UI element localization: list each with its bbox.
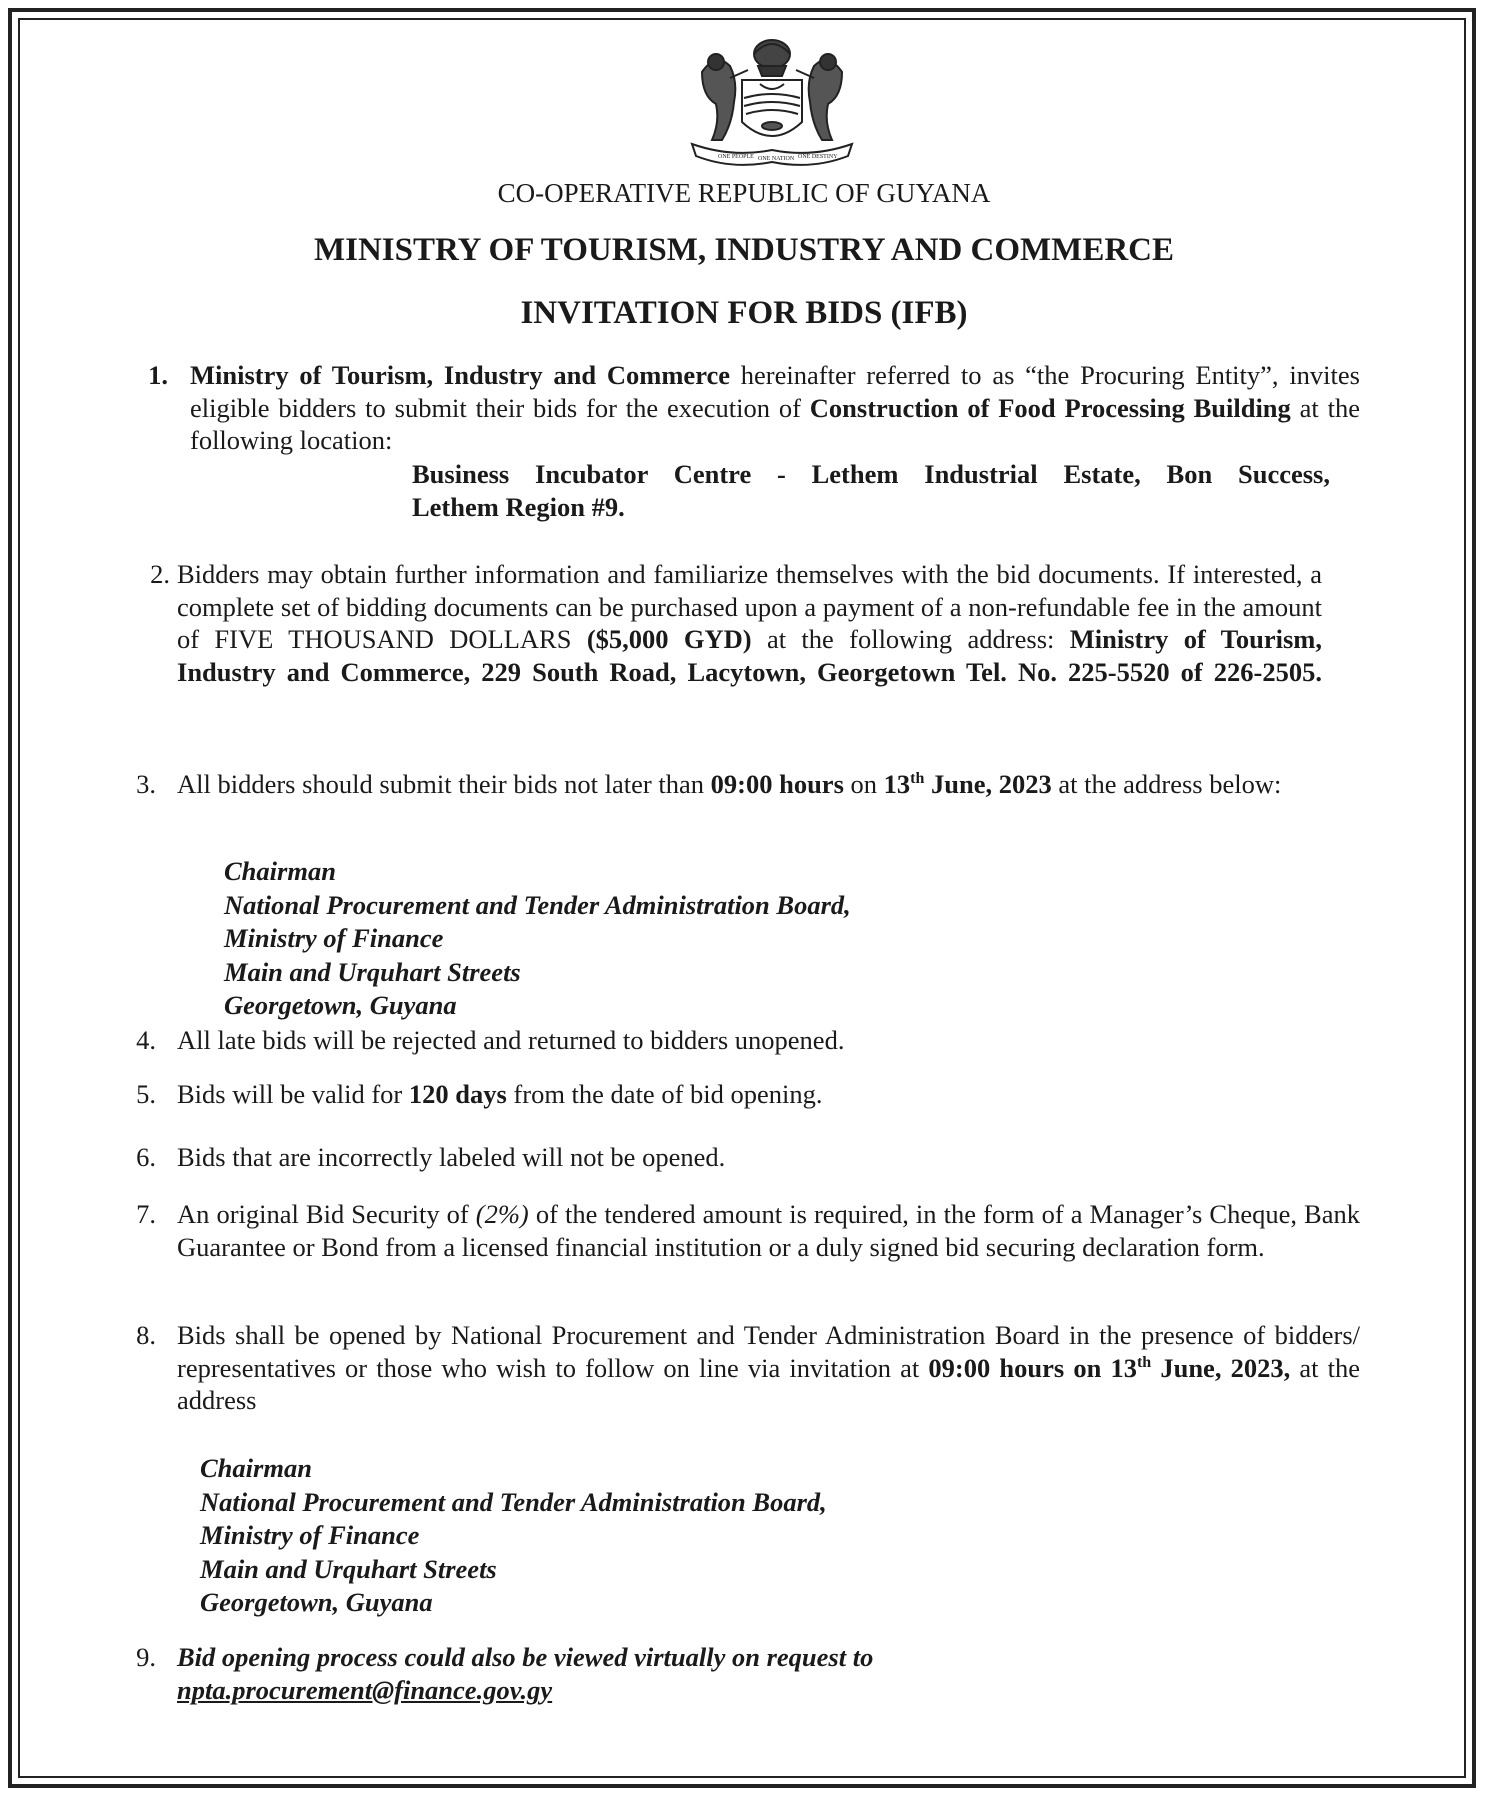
item-2-text bbox=[177, 558, 1322, 688]
item-8-part-a: Bids shall be opened by National Procurement and Tender Administration Board in the presence of bidders/ representatives or those who wish to follow on line via invitation at bbox=[177, 1320, 1360, 1383]
coat-of-arms-icon bbox=[672, 32, 872, 172]
procurement-email-link[interactable]: npta.procurement@finance.gov.gy bbox=[177, 1674, 553, 1705]
deadline-day-suffix: th bbox=[910, 770, 925, 788]
opening-address bbox=[200, 1452, 827, 1620]
item-8-number: 8. bbox=[136, 1320, 156, 1350]
procuring-entity-name: Ministry of Tourism, Industry and Commerce bbox=[190, 360, 730, 390]
address-line-3: Ministry of Finance bbox=[200, 1520, 420, 1550]
opening-day-suffix: th bbox=[1136, 1353, 1152, 1371]
country-heading: CO-OPERATIVE REPUBLIC OF GUYANA bbox=[497, 178, 991, 208]
opening-date: June, 2023, bbox=[1151, 1352, 1291, 1383]
item-3-part-c: on bbox=[843, 769, 884, 799]
item-9-number: 9. bbox=[136, 1642, 156, 1672]
item-6-number: 6. bbox=[136, 1142, 156, 1172]
address-line-4: Main and Urquhart Streets bbox=[224, 956, 521, 987]
item-3-number: 3. bbox=[136, 769, 156, 799]
svg-text:ONE NATION: ONE NATION bbox=[758, 156, 795, 162]
item-3-part-f: at the address below: bbox=[1051, 769, 1282, 799]
item-4-number: 4. bbox=[136, 1025, 156, 1055]
address-line-3: Ministry of Finance bbox=[224, 923, 444, 953]
validity-period: 120 days bbox=[408, 1079, 507, 1109]
item-3-text bbox=[177, 768, 1325, 801]
address-line-1: Chairman bbox=[224, 856, 336, 886]
item-1-part-b: hereinafter referred to as “the Procuring Entity”, invites eligible bidders to submit their bids for the execution of bbox=[190, 360, 1360, 423]
address-line-5: Georgetown, Guyana bbox=[224, 990, 457, 1020]
item-9-line: Bid opening process could also be viewed virtually on request to bbox=[177, 1642, 874, 1672]
deadline-time: 09:00 hours bbox=[710, 769, 844, 799]
item-4-text: All late bids will be rejected and returned to bidders unopened. bbox=[177, 1025, 845, 1055]
item-7-part-c: of the tendered amount is required, in the form of a Manager’s Cheque, Bank Guarantee or Bond from a licensed financial institution or a duly signed bid securing declaration form. bbox=[177, 1199, 1360, 1262]
address-line-2: National Procurement and Tender Administration Board, bbox=[224, 889, 851, 920]
item-2-number: 2. bbox=[150, 559, 170, 589]
ministry-heading: MINISTRY OF TOURISM, INDUSTRY AND COMMERCE bbox=[313, 232, 1175, 268]
item-5-text bbox=[177, 1078, 1325, 1111]
project-name: Construction of Food Processing Building bbox=[809, 392, 1291, 423]
document-title: INVITATION FOR BIDS (IFB) bbox=[520, 295, 968, 331]
item-2-part-a: Bidders may obtain further information and familiarize themselves with the bid documents. If interested, a complete set of bidding documents can be purchased upon a payment of a non-refundable fee in the amount of FIVE THOUSAND DOLLARS bbox=[177, 559, 1322, 654]
item-1-part-d: at the following location: bbox=[190, 392, 1360, 455]
opening-time: 09:00 hours on 13 bbox=[928, 1352, 1137, 1383]
item-7-part-a: An original Bid Security of bbox=[177, 1199, 476, 1229]
submission-address bbox=[224, 855, 851, 1023]
location-line-1: Business Incubator Centre - Lethem Industrial Estate, Bon Success, bbox=[412, 459, 1330, 489]
project-location bbox=[412, 458, 1330, 524]
deadline-date: June, 2023 bbox=[924, 769, 1052, 799]
item-7-text bbox=[177, 1198, 1360, 1263]
svg-text:ONE DESTINY: ONE DESTINY bbox=[798, 154, 838, 160]
item-5-part-c: from the date of bid opening. bbox=[506, 1079, 823, 1109]
location-line-2: Lethem Region #9. bbox=[412, 492, 625, 522]
item-1-number: 1. bbox=[148, 360, 168, 390]
address-line-5: Georgetown, Guyana bbox=[200, 1587, 433, 1617]
item-1-text bbox=[190, 359, 1360, 457]
item-6-text: Bids that are incorrectly labeled will not be opened. bbox=[177, 1142, 726, 1172]
bid-security-percent: (2%) bbox=[475, 1199, 529, 1229]
item-7-number: 7. bbox=[136, 1199, 156, 1229]
item-5-number: 5. bbox=[136, 1079, 156, 1109]
address-line-1: Chairman bbox=[200, 1453, 312, 1483]
address-line-4: Main and Urquhart Streets bbox=[200, 1553, 497, 1584]
item-9-text bbox=[177, 1641, 1325, 1706]
item-5-part-a: Bids will be valid for bbox=[177, 1079, 409, 1109]
item-8-text bbox=[177, 1319, 1360, 1417]
fee-amount: ($5,000 GYD) bbox=[586, 624, 752, 654]
purchase-address: Ministry of Tourism, Industry and Commerce, 229 South Road, Lacytown, Georgetown Tel. No. 225-5520 of 226-2505. bbox=[177, 624, 1322, 687]
svg-text:ONE PEOPLE: ONE PEOPLE bbox=[718, 154, 754, 160]
item-3-part-a: All bidders should submit their bids not later than bbox=[177, 769, 711, 799]
address-line-2: National Procurement and Tender Administration Board, bbox=[200, 1486, 827, 1517]
item-8-part-d: at the address bbox=[177, 1352, 1360, 1415]
deadline-day: 13 bbox=[883, 769, 911, 799]
item-2-part-c: at the following address: bbox=[751, 624, 1070, 654]
